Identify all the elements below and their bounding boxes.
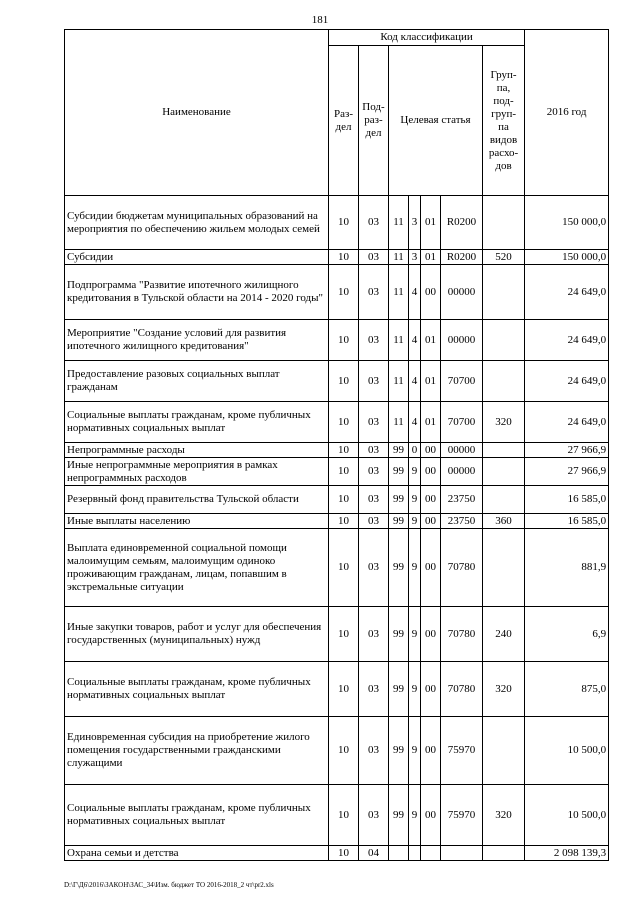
row-target-program: 99	[389, 717, 409, 785]
row-target-subprogram: 9	[409, 514, 421, 529]
row-target-subprogram	[409, 846, 421, 861]
table-row	[65, 486, 609, 514]
row-subsection: 03	[359, 529, 389, 607]
row-target-subprogram: 9	[409, 458, 421, 486]
row-target-subprogram: 9	[409, 662, 421, 717]
row-name: Предоставление разовых социальных выплат гражданам	[65, 361, 329, 402]
row-amount: 27 966,9	[525, 443, 609, 458]
row-amount: 24 649,0	[525, 402, 609, 443]
row-section: 10	[329, 717, 359, 785]
row-expense-group: 320	[483, 662, 525, 717]
row-subsection: 03	[359, 443, 389, 458]
row-target-event: 01	[421, 250, 441, 265]
row-target-subprogram: 4	[409, 320, 421, 361]
row-target-direction: 70700	[441, 361, 483, 402]
row-target-event: 00	[421, 486, 441, 514]
row-subsection: 03	[359, 514, 389, 529]
row-section: 10	[329, 402, 359, 443]
row-amount: 24 649,0	[525, 320, 609, 361]
table-row	[65, 662, 609, 717]
row-target-program: 99	[389, 458, 409, 486]
row-target-subprogram: 9	[409, 717, 421, 785]
row-target-subprogram: 3	[409, 196, 421, 250]
table-row	[65, 196, 609, 250]
header-code: Код классификации	[329, 30, 525, 46]
row-expense-group: 360	[483, 514, 525, 529]
row-subsection: 04	[359, 846, 389, 861]
row-expense-group: 320	[483, 785, 525, 846]
row-name: Непрограммные расходы	[65, 443, 329, 458]
row-subsection: 03	[359, 662, 389, 717]
row-name: Иные непрограммные мероприятия в рамках непрограммных расходов	[65, 458, 329, 486]
header-year: 2016 год	[525, 30, 609, 196]
row-amount: 27 966,9	[525, 458, 609, 486]
row-expense-group: 240	[483, 607, 525, 662]
row-target-event: 00	[421, 443, 441, 458]
row-target-program: 99	[389, 785, 409, 846]
row-expense-group	[483, 320, 525, 361]
row-target-event: 01	[421, 361, 441, 402]
row-amount: 16 585,0	[525, 514, 609, 529]
row-name: Социальные выплаты гражданам, кроме публичных нормативных социальных выплат	[65, 402, 329, 443]
row-subsection: 03	[359, 320, 389, 361]
row-target-event: 00	[421, 607, 441, 662]
header-subsection: Под- раз- дел	[359, 46, 389, 196]
row-subsection: 03	[359, 402, 389, 443]
row-subsection: 03	[359, 486, 389, 514]
row-target-program: 99	[389, 443, 409, 458]
row-target-direction: 23750	[441, 514, 483, 529]
row-subsection: 03	[359, 458, 389, 486]
row-target-direction: 00000	[441, 265, 483, 320]
row-target-subprogram: 3	[409, 250, 421, 265]
row-amount: 24 649,0	[525, 265, 609, 320]
row-target-event	[421, 846, 441, 861]
row-target-subprogram: 4	[409, 361, 421, 402]
row-expense-group	[483, 717, 525, 785]
row-amount: 150 000,0	[525, 196, 609, 250]
row-target-direction: 70780	[441, 529, 483, 607]
row-name: Мероприятие "Создание условий для развития ипотечного жилищного кредитования"	[65, 320, 329, 361]
row-target-direction: 00000	[441, 320, 483, 361]
row-section: 10	[329, 514, 359, 529]
table-row	[65, 785, 609, 846]
row-expense-group	[483, 846, 525, 861]
row-expense-group	[483, 361, 525, 402]
row-target-direction: R0200	[441, 250, 483, 265]
row-section: 10	[329, 250, 359, 265]
row-target-event: 00	[421, 662, 441, 717]
row-name: Иные закупки товаров, работ и услуг для обеспечения государственных (муниципальных) нужд	[65, 607, 329, 662]
row-target-subprogram: 9	[409, 607, 421, 662]
row-amount: 10 500,0	[525, 717, 609, 785]
row-target-event: 00	[421, 514, 441, 529]
row-name: Резервный фонд правительства Тульской области	[65, 486, 329, 514]
row-target-program: 99	[389, 607, 409, 662]
table-row	[65, 717, 609, 785]
row-name: Выплата единовременной социальной помощи малоимущим семьям, малоимущим одиноко проживающим гражданам, лицам, попавшим в экстремальные ситуации	[65, 529, 329, 607]
row-target-direction: 75970	[441, 717, 483, 785]
row-target-program: 99	[389, 529, 409, 607]
row-target-direction	[441, 846, 483, 861]
row-subsection: 03	[359, 361, 389, 402]
row-target-direction: 70700	[441, 402, 483, 443]
row-expense-group	[483, 196, 525, 250]
row-name: Субсидии бюджетам муниципальных образований на мероприятия по обеспечению жильем молодых семей	[65, 196, 329, 250]
row-amount: 150 000,0	[525, 250, 609, 265]
table-row	[65, 320, 609, 361]
row-target-direction: 00000	[441, 458, 483, 486]
row-target-subprogram: 9	[409, 785, 421, 846]
row-section: 10	[329, 361, 359, 402]
row-section: 10	[329, 607, 359, 662]
row-expense-group	[483, 529, 525, 607]
row-target-subprogram: 9	[409, 529, 421, 607]
row-subsection: 03	[359, 250, 389, 265]
row-expense-group	[483, 443, 525, 458]
row-target-program: 11	[389, 402, 409, 443]
row-target-direction: 23750	[441, 486, 483, 514]
header-name: Наименование	[65, 30, 329, 196]
row-target-event: 01	[421, 320, 441, 361]
header-group: Груп- па, под- груп- па видов расхо- дов	[483, 46, 525, 196]
row-section: 10	[329, 785, 359, 846]
page-number: 181	[311, 14, 329, 26]
row-name: Социальные выплаты гражданам, кроме публичных нормативных социальных выплат	[65, 662, 329, 717]
row-target-event: 00	[421, 529, 441, 607]
row-subsection: 03	[359, 717, 389, 785]
row-name: Субсидии	[65, 250, 329, 265]
row-target-event: 00	[421, 265, 441, 320]
row-name: Единовременная субсидия на приобретение жилого помещения государственными гражданскими служащими	[65, 717, 329, 785]
row-target-event: 00	[421, 717, 441, 785]
table-row	[65, 607, 609, 662]
row-target-program: 99	[389, 486, 409, 514]
table-row	[65, 846, 609, 861]
row-section: 10	[329, 486, 359, 514]
row-section: 10	[329, 846, 359, 861]
row-target-program	[389, 846, 409, 861]
row-section: 10	[329, 320, 359, 361]
row-target-event: 00	[421, 458, 441, 486]
row-subsection: 03	[359, 196, 389, 250]
row-amount: 881,9	[525, 529, 609, 607]
table-row	[65, 443, 609, 458]
row-section: 10	[329, 265, 359, 320]
row-expense-group: 320	[483, 402, 525, 443]
row-target-direction: 75970	[441, 785, 483, 846]
row-amount: 10 500,0	[525, 785, 609, 846]
row-subsection: 03	[359, 785, 389, 846]
row-name: Подпрограмма "Развитие ипотечного жилищного кредитования в Тульской области на 2014 - 2020 годы"	[65, 265, 329, 320]
row-subsection: 03	[359, 607, 389, 662]
footer-file-path: D:\Г\Д6\2016\ЗАКОН\ЗАС_34\Изм. бюджет ТО 2016-2018_2 чт\pr2.xls	[64, 881, 274, 889]
row-target-direction: 70780	[441, 662, 483, 717]
row-target-subprogram: 4	[409, 402, 421, 443]
row-subsection: 03	[359, 265, 389, 320]
row-target-event: 01	[421, 402, 441, 443]
row-target-direction: 70780	[441, 607, 483, 662]
row-target-program: 11	[389, 196, 409, 250]
row-name: Охрана семьи и детства	[65, 846, 329, 861]
row-target-program: 11	[389, 361, 409, 402]
table-row	[65, 361, 609, 402]
row-expense-group	[483, 486, 525, 514]
row-amount: 24 649,0	[525, 361, 609, 402]
row-expense-group	[483, 458, 525, 486]
row-amount: 875,0	[525, 662, 609, 717]
row-expense-group	[483, 265, 525, 320]
row-target-program: 99	[389, 662, 409, 717]
row-target-event: 00	[421, 785, 441, 846]
row-amount: 6,9	[525, 607, 609, 662]
row-target-subprogram: 4	[409, 265, 421, 320]
budget-table	[64, 29, 609, 861]
row-target-direction: 00000	[441, 443, 483, 458]
header-section: Раз- дел	[329, 46, 359, 196]
row-target-event: 01	[421, 196, 441, 250]
row-amount: 16 585,0	[525, 486, 609, 514]
row-target-program: 11	[389, 320, 409, 361]
row-amount: 2 098 139,3	[525, 846, 609, 861]
table-row	[65, 514, 609, 529]
row-section: 10	[329, 458, 359, 486]
row-target-program: 11	[389, 250, 409, 265]
row-target-direction: R0200	[441, 196, 483, 250]
row-section: 10	[329, 443, 359, 458]
row-target-subprogram: 0	[409, 443, 421, 458]
row-name: Иные выплаты населению	[65, 514, 329, 529]
table-row	[65, 402, 609, 443]
row-section: 10	[329, 662, 359, 717]
table-row	[65, 458, 609, 486]
row-target-program: 11	[389, 265, 409, 320]
row-name: Социальные выплаты гражданам, кроме публичных нормативных социальных выплат	[65, 785, 329, 846]
table-row	[65, 529, 609, 607]
row-expense-group: 520	[483, 250, 525, 265]
row-target-subprogram: 9	[409, 486, 421, 514]
row-target-program: 99	[389, 514, 409, 529]
header-target: Целевая статья	[389, 46, 483, 196]
table-row	[65, 250, 609, 265]
header-row-1	[65, 30, 609, 46]
row-section: 10	[329, 196, 359, 250]
table-row	[65, 265, 609, 320]
row-section: 10	[329, 529, 359, 607]
